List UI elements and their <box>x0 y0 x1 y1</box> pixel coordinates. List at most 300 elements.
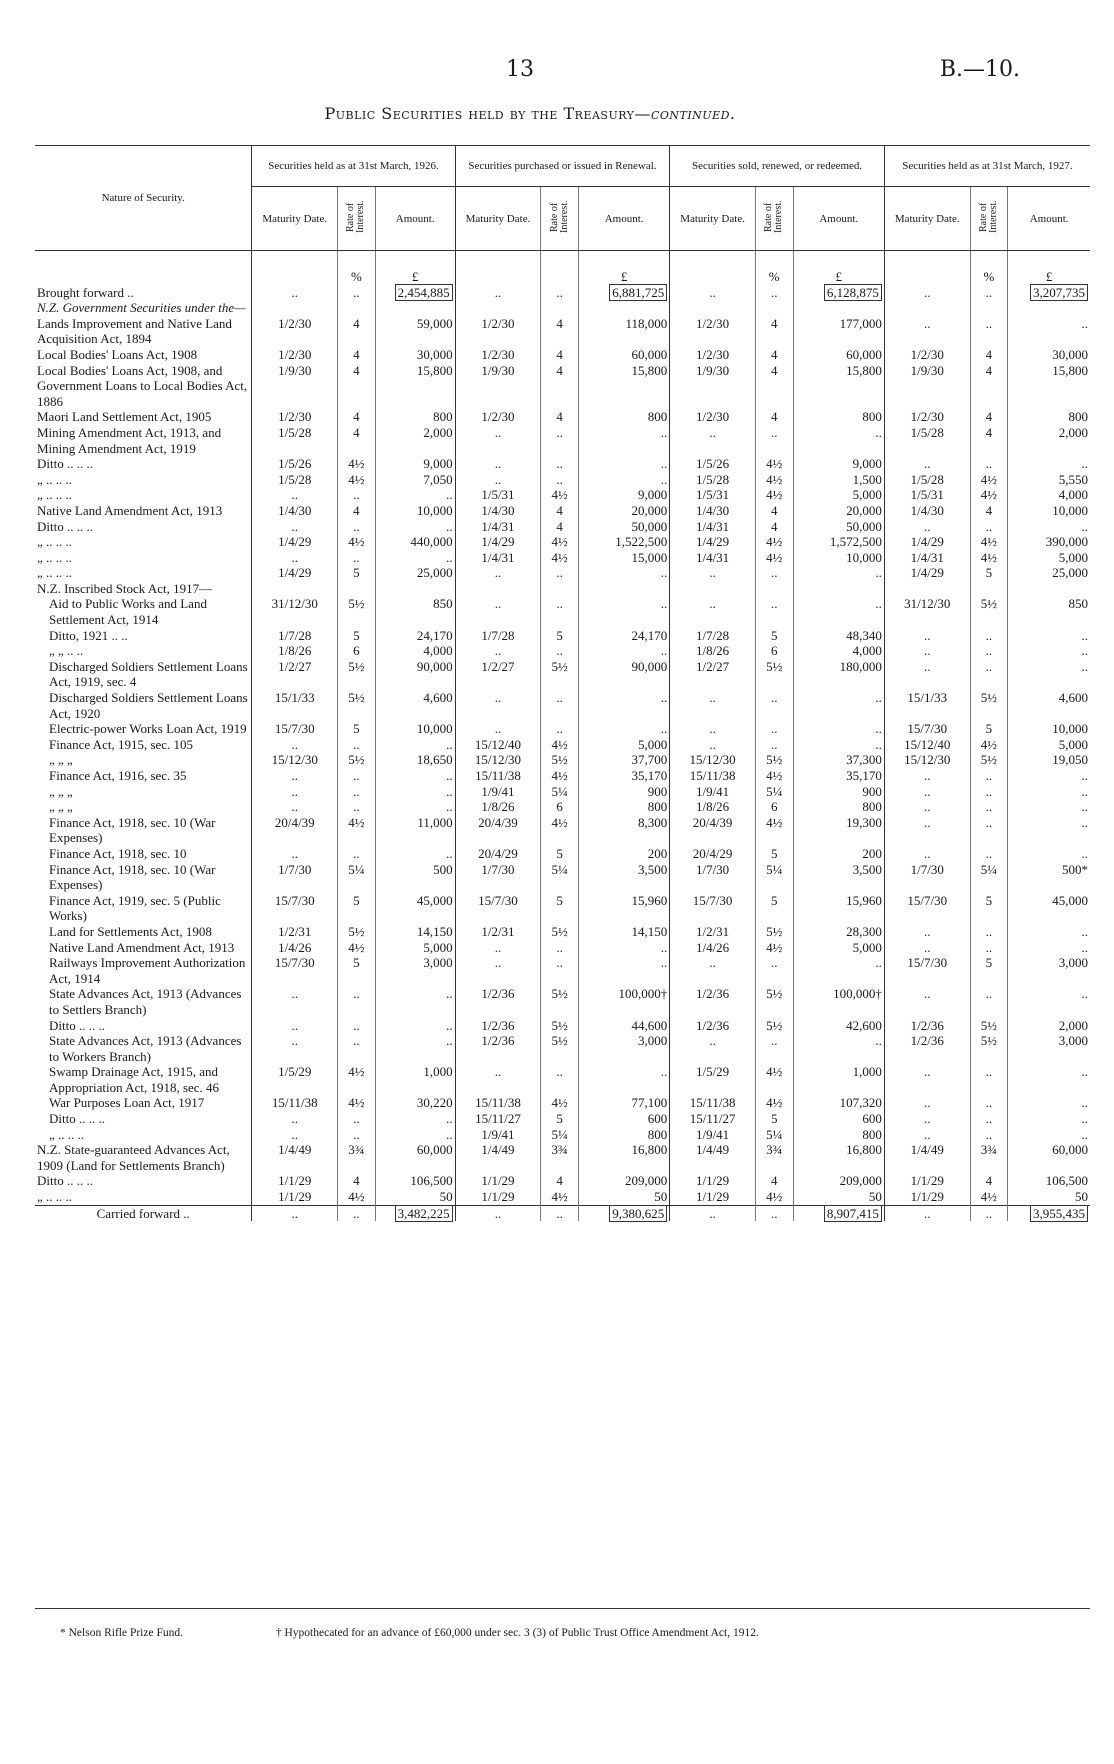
table-row <box>35 893 1090 924</box>
amount: 45,000 <box>1008 893 1090 924</box>
header-amount: Amount. <box>375 187 455 251</box>
rate-of-interest: 4½ <box>338 1095 376 1111</box>
maturity-date: .. <box>884 1127 970 1143</box>
total-amount: 3,955,435 <box>1030 1205 1088 1222</box>
rate-of-interest: .. <box>541 955 579 986</box>
amount: 800 <box>578 409 669 425</box>
header-purchased: Securities purchased or issued in Renewal. <box>455 146 670 187</box>
amount: 100,000† <box>793 986 884 1017</box>
rate-of-interest: 4 <box>541 1173 579 1189</box>
table-row <box>35 940 1090 956</box>
amount: 3,000 <box>578 1033 669 1064</box>
rate-of-interest: .. <box>541 721 579 737</box>
security-name: Finance Act, 1918, sec. 10 (War Expenses) <box>49 861 216 893</box>
title-text: Public Securities held by the Treasury— <box>324 104 651 123</box>
maturity-date <box>455 581 541 597</box>
header-rate-text: Rate of Interest. <box>548 200 570 234</box>
header-rate-of-interest <box>338 187 376 251</box>
maturity-date: 1/4/29 <box>252 534 338 550</box>
rate-of-interest: 5½ <box>755 752 793 768</box>
rate-of-interest: 4 <box>970 347 1008 363</box>
security-name: Land for Settlements Act, 1908 <box>49 923 212 939</box>
rate-of-interest: .. <box>970 846 1008 862</box>
unit-spacer <box>670 251 756 285</box>
amount: 30,000 <box>375 347 455 363</box>
rate-of-interest <box>755 300 793 316</box>
rate-of-interest: .. <box>755 425 793 456</box>
amount: .. <box>578 596 669 627</box>
amount: .. <box>578 955 669 986</box>
maturity-date: 1/8/26 <box>670 643 756 659</box>
security-name: Ditto .. .. .. <box>49 1017 105 1033</box>
amount: 3,500 <box>578 862 669 893</box>
amount: 440,000 <box>375 534 455 550</box>
maturity-date: .. <box>670 1033 756 1064</box>
security-name: N.Z. Government Securities under the— <box>37 300 246 316</box>
table-row <box>35 737 1090 753</box>
rate-of-interest: 5 <box>541 628 579 644</box>
rate-of-interest: 4 <box>338 316 376 347</box>
amount: 500 <box>375 862 455 893</box>
maturity-date: 15/11/38 <box>670 768 756 784</box>
maturity-date: .. <box>455 643 541 659</box>
amount <box>793 581 884 597</box>
maturity-date: .. <box>884 986 970 1017</box>
rate-of-interest: 6 <box>755 799 793 815</box>
amount <box>578 300 669 316</box>
table-row <box>35 1111 1090 1127</box>
maturity-date: 1/5/29 <box>252 1064 338 1095</box>
security-name: Local Bodies' Loans Act, 1908 <box>37 346 198 362</box>
header-nature: Nature of Security. <box>35 146 252 251</box>
security-name: „ „ .. .. <box>49 643 84 659</box>
maturity-date: .. <box>252 1111 338 1127</box>
maturity-date <box>252 300 338 316</box>
table-row <box>35 316 1090 347</box>
amount: 14,150 <box>375 924 455 940</box>
rate-of-interest: 4½ <box>338 815 376 846</box>
maturity-date: 1/9/30 <box>252 363 338 410</box>
rate-of-interest: 5½ <box>338 690 376 721</box>
security-name: Ditto .. .. .. <box>37 1173 93 1189</box>
amount: 19,050 <box>1008 752 1090 768</box>
rate-of-interest <box>541 581 579 597</box>
amount: .. <box>1008 519 1090 535</box>
maturity-date: .. <box>884 768 970 784</box>
amount: 106,500 <box>375 1173 455 1189</box>
maturity-date: 1/1/29 <box>884 1173 970 1189</box>
rate-of-interest: 5½ <box>541 1033 579 1064</box>
table-row <box>35 534 1090 550</box>
rate-of-interest: 4 <box>970 503 1008 519</box>
rate-of-interest: .. <box>970 643 1008 659</box>
rate-of-interest: 5¼ <box>970 862 1008 893</box>
maturity-date: 15/7/30 <box>884 893 970 924</box>
header-rate-of-interest <box>755 187 793 251</box>
rate-of-interest: .. <box>338 784 376 800</box>
amount: 100,000† <box>578 986 669 1017</box>
maturity-date: 15/11/38 <box>455 1095 541 1111</box>
header-sold: Securities sold, renewed, or redeemed. <box>670 146 885 187</box>
maturity-date: 1/4/30 <box>455 503 541 519</box>
maturity-date: 15/12/40 <box>455 737 541 753</box>
amount: 50,000 <box>793 519 884 535</box>
amount: .. <box>1008 784 1090 800</box>
maturity-date: .. <box>670 425 756 456</box>
table-row <box>35 752 1090 768</box>
maturity-date: 15/11/38 <box>252 1095 338 1111</box>
rate-of-interest: 4½ <box>541 737 579 753</box>
maturity-date: .. <box>884 784 970 800</box>
total-amount: 6,881,725 <box>609 284 667 301</box>
maturity-date: .. <box>884 316 970 347</box>
rate-of-interest: 4½ <box>541 534 579 550</box>
maturity-date: 1/4/26 <box>670 940 756 956</box>
unit-label: £ <box>578 251 669 285</box>
maturity-date <box>670 300 756 316</box>
rate-of-interest: 5 <box>338 721 376 737</box>
rate-of-interest: 5 <box>338 628 376 644</box>
rate-of-interest: .. <box>541 565 579 581</box>
maturity-date: 31/12/30 <box>884 596 970 627</box>
rate-of-interest: 5½ <box>541 986 579 1017</box>
maturity-date: 1/9/30 <box>884 363 970 410</box>
amount <box>578 581 669 597</box>
maturity-date: 15/12/30 <box>455 752 541 768</box>
rate-of-interest: .. <box>338 487 376 503</box>
rate-of-interest: 3¾ <box>338 1142 376 1173</box>
security-name: Finance Act, 1918, sec. 10 (War Expenses) <box>49 814 216 846</box>
header-rate-text: Rate of Interest. <box>345 200 367 234</box>
maturity-date: 1/5/28 <box>252 425 338 456</box>
maturity-date: 1/5/31 <box>670 487 756 503</box>
amount: 60,000 <box>1008 1142 1090 1173</box>
rate-of-interest: .. <box>970 815 1008 846</box>
unit-label: £ <box>793 251 884 285</box>
maturity-date: 1/4/29 <box>455 534 541 550</box>
rate-of-interest: 5½ <box>338 752 376 768</box>
maturity-date: 1/2/30 <box>670 409 756 425</box>
amount: 15,800 <box>578 363 669 410</box>
table-row <box>35 565 1090 581</box>
amount: 44,600 <box>578 1018 669 1034</box>
security-name: State Advances Act, 1913 (Advances to Workers Branch) <box>49 1033 242 1064</box>
amount: 5,000 <box>1008 737 1090 753</box>
rate-of-interest: 4 <box>970 1173 1008 1189</box>
rate-of-interest: 4½ <box>970 534 1008 550</box>
amount: 50 <box>578 1189 669 1205</box>
maturity-date: 1/8/26 <box>252 643 338 659</box>
amount: .. <box>1008 846 1090 862</box>
amount: 15,800 <box>1008 363 1090 410</box>
amount: .. <box>1008 768 1090 784</box>
maturity-date: 1/2/36 <box>455 986 541 1017</box>
amount: .. <box>375 784 455 800</box>
maturity-date: 1/2/30 <box>252 347 338 363</box>
rate-of-interest: .. <box>970 940 1008 956</box>
rate-of-interest: .. <box>755 1205 793 1221</box>
maturity-date: 1/5/28 <box>884 472 970 488</box>
amount: 800 <box>1008 409 1090 425</box>
rate-of-interest: 5 <box>970 721 1008 737</box>
amount <box>1008 1205 1090 1221</box>
rate-of-interest: .. <box>970 768 1008 784</box>
maturity-date: 20/4/39 <box>252 815 338 846</box>
maturity-date: 1/7/28 <box>455 628 541 644</box>
amount: .. <box>578 721 669 737</box>
maturity-date: .. <box>455 425 541 456</box>
amount: .. <box>1008 986 1090 1017</box>
maturity-date: .. <box>884 628 970 644</box>
rate-of-interest: 5½ <box>338 924 376 940</box>
rate-of-interest: 4½ <box>755 1189 793 1205</box>
rate-of-interest: .. <box>338 846 376 862</box>
rate-of-interest: .. <box>970 519 1008 535</box>
rate-of-interest: .. <box>338 768 376 784</box>
maturity-date: .. <box>455 955 541 986</box>
amount: 4,000 <box>1008 487 1090 503</box>
maturity-date: .. <box>884 924 970 940</box>
unit-label: £ <box>375 251 455 285</box>
amount: 600 <box>793 1111 884 1127</box>
amount: .. <box>578 643 669 659</box>
table-row <box>35 1033 1090 1064</box>
maturity-date: 15/11/27 <box>670 1111 756 1127</box>
securities-table <box>35 145 1090 1221</box>
rate-of-interest: 4½ <box>338 456 376 472</box>
maturity-date: .. <box>252 519 338 535</box>
rate-of-interest: .. <box>970 285 1008 301</box>
table-row <box>35 1095 1090 1111</box>
amount: 15,800 <box>793 363 884 410</box>
amount: 60,000 <box>578 347 669 363</box>
maturity-date: .. <box>252 1127 338 1143</box>
maturity-date: 1/2/30 <box>670 347 756 363</box>
security-name: Native Land Amendment Act, 1913 <box>37 502 223 518</box>
rate-of-interest: 5½ <box>755 1018 793 1034</box>
rate-of-interest <box>755 581 793 597</box>
rate-of-interest: 4½ <box>338 940 376 956</box>
maturity-date: 1/4/49 <box>884 1142 970 1173</box>
rate-of-interest: .. <box>970 659 1008 690</box>
maturity-date: 1/4/29 <box>884 534 970 550</box>
amount: .. <box>1008 1127 1090 1143</box>
table-row <box>35 1189 1090 1205</box>
unit-spacer <box>455 251 541 285</box>
amount: 24,170 <box>578 628 669 644</box>
maturity-date: 15/7/30 <box>884 955 970 986</box>
maturity-date: 1/2/36 <box>884 1018 970 1034</box>
rate-of-interest: 4½ <box>970 472 1008 488</box>
maturity-date: 20/4/29 <box>670 846 756 862</box>
maturity-date: 1/2/30 <box>884 409 970 425</box>
table-row <box>35 986 1090 1017</box>
maturity-date: 1/5/28 <box>670 472 756 488</box>
carried-forward-row <box>35 1205 1090 1221</box>
rate-of-interest: 4½ <box>338 472 376 488</box>
maturity-date <box>884 300 970 316</box>
rate-of-interest: 4½ <box>541 550 579 566</box>
maturity-date: 1/2/30 <box>252 409 338 425</box>
table-row <box>35 487 1090 503</box>
rate-of-interest: .. <box>755 721 793 737</box>
security-name: Finance Act, 1918, sec. 10 <box>49 845 187 861</box>
total-amount: 6,128,875 <box>824 284 882 301</box>
amount: 900 <box>793 784 884 800</box>
rate-of-interest: 4½ <box>755 815 793 846</box>
maturity-date: 1/9/30 <box>455 363 541 410</box>
rate-of-interest: 4½ <box>970 1189 1008 1205</box>
amount: 28,300 <box>793 924 884 940</box>
maturity-date: .. <box>884 519 970 535</box>
amount: 10,000 <box>793 550 884 566</box>
maturity-date: 1/1/29 <box>455 1189 541 1205</box>
maturity-date: 1/4/31 <box>670 550 756 566</box>
maturity-date: .. <box>252 285 338 301</box>
maturity-date: .. <box>455 472 541 488</box>
footnote-hypothecated: † Hypothecated for an advance of £60,000 under sec. 3 (3) of Public Trust Office Amendment Act, 1912. <box>275 1627 759 1639</box>
maturity-date: .. <box>252 846 338 862</box>
amount: 14,150 <box>578 924 669 940</box>
rate-of-interest: .. <box>338 519 376 535</box>
rate-of-interest: 5 <box>541 1111 579 1127</box>
amount: .. <box>793 565 884 581</box>
maturity-date: .. <box>884 940 970 956</box>
amount: 18,650 <box>375 752 455 768</box>
maturity-date: 1/2/36 <box>670 986 756 1017</box>
rate-of-interest: .. <box>755 955 793 986</box>
security-name: Finance Act, 1916, sec. 35 <box>49 768 187 783</box>
amount <box>793 300 884 316</box>
amount <box>375 300 455 316</box>
amount <box>578 1205 669 1221</box>
amount: 48,340 <box>793 628 884 644</box>
amount: 25,000 <box>375 565 455 581</box>
maturity-date: 1/4/29 <box>884 565 970 581</box>
maturity-date: .. <box>252 986 338 1017</box>
maturity-date: 1/4/49 <box>455 1142 541 1173</box>
amount: 5,000 <box>375 940 455 956</box>
rate-of-interest: 4½ <box>338 534 376 550</box>
header-amount: Amount. <box>793 187 884 251</box>
rate-of-interest: 5¼ <box>541 862 579 893</box>
maturity-date: 1/2/30 <box>670 316 756 347</box>
amount <box>793 1205 884 1221</box>
amount: 850 <box>375 596 455 627</box>
table-row <box>35 425 1090 456</box>
rate-of-interest: 5½ <box>755 659 793 690</box>
rate-of-interest: .. <box>338 285 376 301</box>
amount: .. <box>375 1111 455 1127</box>
rate-of-interest: .. <box>970 1127 1008 1143</box>
rate-of-interest: .. <box>338 986 376 1017</box>
maturity-date: 1/2/27 <box>455 659 541 690</box>
table-row <box>35 924 1090 940</box>
security-name: N.Z. Inscribed Stock Act, 1917— <box>37 580 213 596</box>
maturity-date: 1/7/28 <box>252 628 338 644</box>
maturity-date: 1/2/36 <box>455 1018 541 1034</box>
maturity-date: 1/4/49 <box>252 1142 338 1173</box>
amount: 5,000 <box>578 737 669 753</box>
rate-of-interest: 4½ <box>755 487 793 503</box>
rate-of-interest: 5½ <box>970 1018 1008 1034</box>
maturity-date: .. <box>252 799 338 815</box>
rate-of-interest: 6 <box>541 799 579 815</box>
maturity-date: .. <box>252 487 338 503</box>
maturity-date: 1/5/26 <box>252 456 338 472</box>
amount: 15,800 <box>375 363 455 410</box>
security-name: War Purposes Loan Act, 1917 <box>49 1095 205 1111</box>
total-amount: 9,380,625 <box>609 1205 667 1222</box>
security-name: Ditto .. .. .. <box>37 456 93 472</box>
rate-of-interest: 4 <box>755 519 793 535</box>
security-name: „ „ „ <box>49 783 73 799</box>
amount: 850 <box>1008 596 1090 627</box>
header-rate-of-interest <box>970 187 1008 251</box>
maturity-date: 1/5/31 <box>455 487 541 503</box>
security-name: Maori Land Settlement Act, 1905 <box>37 409 212 425</box>
amount: .. <box>793 955 884 986</box>
rate-of-interest: 5 <box>541 846 579 862</box>
rate-of-interest: 5¼ <box>755 1127 793 1143</box>
maturity-date: 15/12/40 <box>884 737 970 753</box>
security-name: „ .. .. .. <box>37 1189 73 1205</box>
rate-of-interest: .. <box>541 940 579 956</box>
page-reference: B.—10. <box>939 57 1020 82</box>
maturity-date: 1/1/29 <box>884 1189 970 1205</box>
table-row <box>35 456 1090 472</box>
table-row <box>35 363 1090 410</box>
maturity-date: 15/7/30 <box>252 893 338 924</box>
amount: 4,600 <box>375 690 455 721</box>
amount: .. <box>578 565 669 581</box>
unit-label: % <box>338 251 376 285</box>
amount: 900 <box>578 784 669 800</box>
maturity-date: 15/7/30 <box>252 721 338 737</box>
security-name: „ .. .. .. <box>37 549 73 565</box>
amount: .. <box>375 986 455 1017</box>
maturity-date: .. <box>670 1205 756 1221</box>
rate-of-interest: 5 <box>755 1111 793 1127</box>
rate-of-interest: 4½ <box>755 472 793 488</box>
table-row <box>35 846 1090 862</box>
maturity-date: .. <box>252 1205 338 1221</box>
amount: 1,000 <box>375 1064 455 1095</box>
maturity-date: 1/9/41 <box>455 1127 541 1143</box>
rate-of-interest: .. <box>970 799 1008 815</box>
maturity-date <box>252 581 338 597</box>
rate-of-interest: 5½ <box>338 659 376 690</box>
rate-of-interest: 5½ <box>541 924 579 940</box>
amount: 9,000 <box>793 456 884 472</box>
rate-of-interest: 4 <box>755 316 793 347</box>
security-name: Ditto, 1921 .. .. <box>49 627 128 643</box>
maturity-date: 1/2/30 <box>455 409 541 425</box>
amount: .. <box>1008 1095 1090 1111</box>
maturity-date: 15/7/30 <box>455 893 541 924</box>
rate-of-interest: 3¾ <box>541 1142 579 1173</box>
amount: .. <box>578 1064 669 1095</box>
amount: .. <box>793 1033 884 1064</box>
maturity-date: .. <box>252 1018 338 1034</box>
rate-of-interest: 5 <box>541 893 579 924</box>
table-row <box>35 815 1090 846</box>
amount: .. <box>375 846 455 862</box>
maturity-date: 1/4/49 <box>670 1142 756 1173</box>
amount: .. <box>375 550 455 566</box>
maturity-date: 15/11/38 <box>670 1095 756 1111</box>
maturity-date: .. <box>252 768 338 784</box>
